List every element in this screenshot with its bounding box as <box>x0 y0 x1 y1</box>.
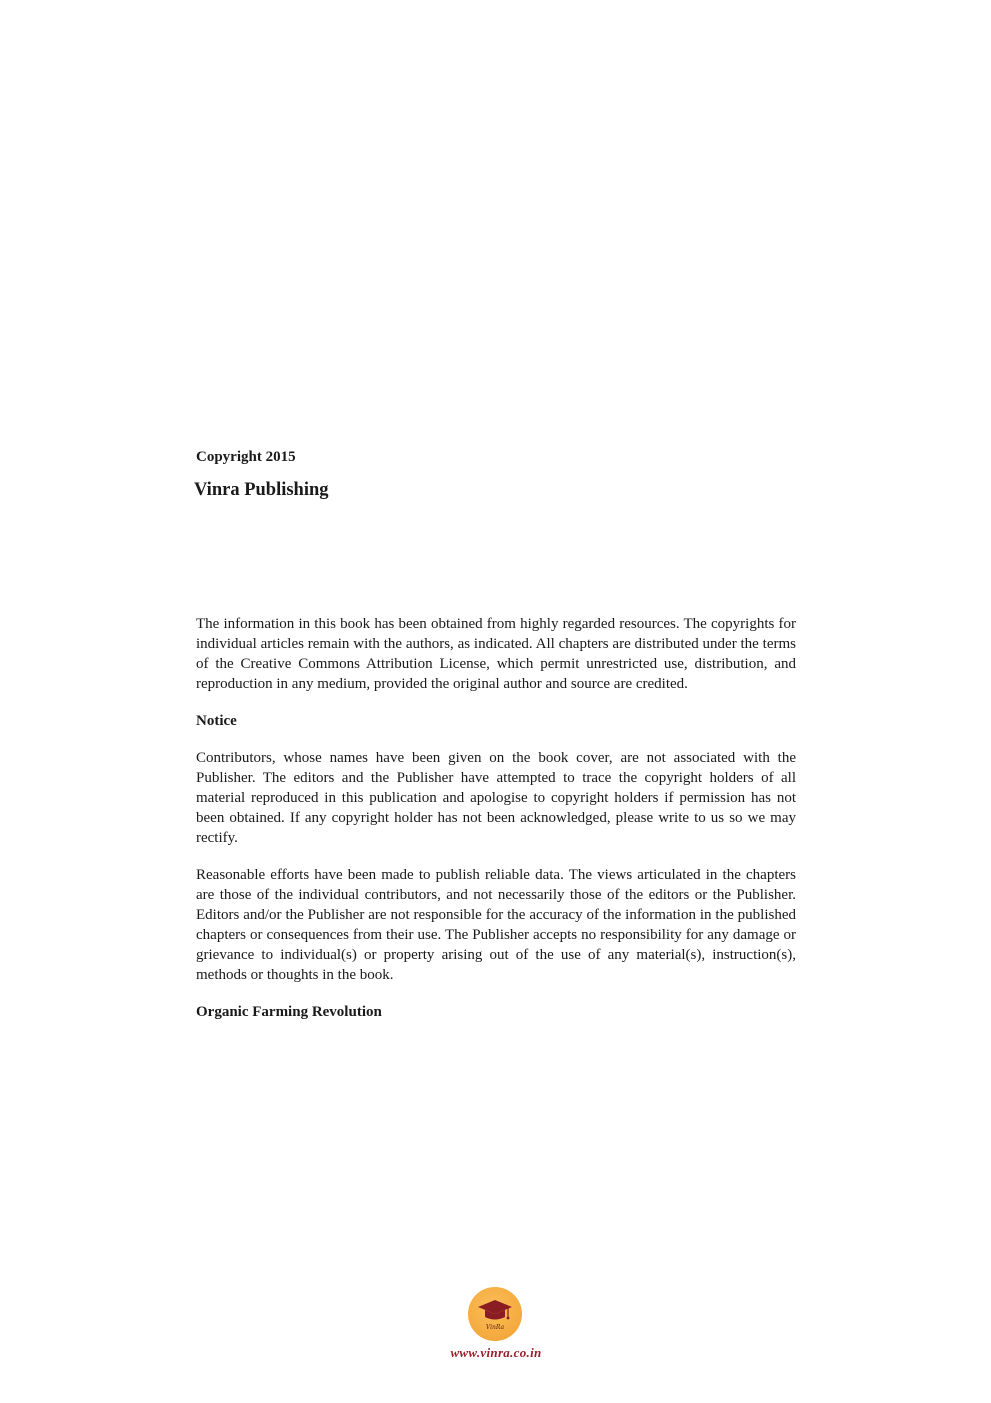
logo-circle <box>468 1287 522 1341</box>
notice-heading: Notice <box>196 713 237 729</box>
website-url[interactable]: www.vinra.co.in <box>450 1345 542 1360</box>
graduation-cap-icon <box>468 1287 522 1341</box>
intro-paragraph: The information in this book has been obtained from highly regarded resources. The copyrights for individual articles remain with the authors, as indicated. All chapters are distributed under the terms of the Creative Commons Attribution License, which permit unrestricted use, distribution, and reproduction in any medium, provided the original author and source are credited. <box>196 616 796 692</box>
publisher-name: Vinra Publishing <box>194 480 329 500</box>
logo-text: VinRa <box>485 1324 505 1331</box>
book-title: Organic Farming Revolution <box>196 1004 382 1020</box>
notice-paragraph-2: Reasonable efforts have been made to publish reliable data. The views articulated in the chapters are those of the individual contributors, and not necessarily those of the editors or the Publisher. Editors and/or the Publisher are not responsible for the accuracy of the information in the published chapters or consequences from their use. The Publisher accepts no responsibility for any damage or grievance to individual(s) or property arising out of the use of any material(s), instruction(s), methods or thoughts in the book. <box>196 867 796 983</box>
copyright-notice-body <box>196 614 796 1039</box>
publisher-logo <box>468 1287 524 1343</box>
notice-paragraph-1: Contributors, whose names have been given on the book cover, are not associated with the Publisher. The editors and the Publisher have attempted to trace the copyright holders of all material reproduced in this publication and apologise to copyright holders if permission has not been obtained. If any copyright holder has not been acknowledged, please write to us so we may rectify. <box>196 750 796 846</box>
copyright-line: Copyright 2015 <box>196 449 296 465</box>
